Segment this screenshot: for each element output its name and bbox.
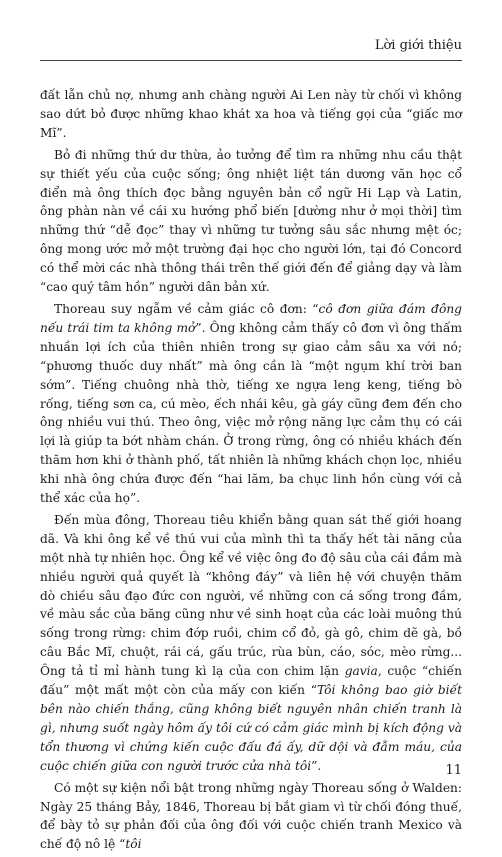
paragraph bbox=[40, 511, 462, 776]
text-run: Thoreau suy ngẫm về cảm giác cô đơn: “ bbox=[54, 301, 319, 316]
paragraph bbox=[40, 779, 462, 855]
text-run: Có một sự kiện nổi bật trong những ngày Thoreau sống ở Walden: Ngày 25 tháng Bảy, 1846, Thoreau bị bắt giam vì từ chối đóng thuế, để bày tỏ sự phản đối của ông đối với cuộc chiến tranh Mexico và chế độ nô lệ “ bbox=[40, 780, 462, 852]
italic-quote: cô đơn giữa đám đông nếu trái tim ta không mở bbox=[40, 301, 462, 335]
paragraph bbox=[40, 146, 462, 297]
italic-quote: tôi bbox=[125, 837, 142, 852]
running-head: Lời giới thiệu bbox=[374, 38, 462, 53]
header-rule bbox=[40, 60, 462, 61]
page-number: 11 bbox=[445, 763, 462, 778]
paragraph-continued bbox=[40, 86, 462, 143]
text-run: Đến mùa đông, Thoreau tiêu khiển bằng quan sát thế giới hoang dã. Và khi ông kể về thú vui của mình thì ta thấy hết tài năng của một nhà tự nhiên học. Ông kể về việc ông đo độ sâu của cái đầm mà nhiều người quả quyết là “không đáy” và liên hệ với chuyện thăm dò chiều sâu đạo đức con người, về những con cá sống trong đầm, về màu sắc của băng cũng như về sinh hoạt của các loài muông thú sống trong rừng: chim đớp ruồi, chim cổ đỏ, gà gô, chim dẽ gà, bồ câu Bắc Mĩ, chuột, rái cá, gấu trúc, rùa bùn, cáo, sóc, mèo rừng... Ông tả tỉ mỉ hành tung kì lạ của con chim lặn bbox=[40, 512, 462, 679]
paragraph bbox=[40, 300, 462, 508]
text-run: , cuộc “chiến đấu” một mất một còn của mấy con kiến “ bbox=[40, 664, 462, 698]
text-run: Bỏ đi những thứ dư thừa, ảo tưởng để tìm ra những nhu cầu thật sự thiết yếu của cuộc sống; ông nhiệt liệt tán dương văn học cổ điển mà ông thích đọc bằng nguyên bản cổ ngữ Hi Lạp và Latin, ông phàn nàn về cái xu hướng phổ biến [dường như ở mọi thời] tìm những thứ “dễ đọc” thay vì những tư tưởng sâu sắc nhưng mệt óc; ông mong ước mở một trường đại học cho người lớn, tại đó Concord có thể mời các nhà thông thái trên thế giới đến để giảng dạy và làm “cao quý tâm hồn” người dân bản xứ. bbox=[40, 147, 462, 295]
text-run: đất lẫn chủ nợ, nhưng anh chàng người Ai Len này từ chối vì không sao dứt bỏ được những khao khát xa hoa và tiếng gọi của “giấc mơ Mĩ”. bbox=[40, 88, 462, 140]
italic-term: gavia bbox=[344, 664, 378, 679]
page-body bbox=[40, 86, 462, 857]
text-run: ”. Ông không cảm thấy cô đơn vì ông thấm nhuần lợi ích của thiên nhiên trong sự giao cảm sâu xa với nó; “phương thuốc duy nhất” mà ông cần là “một ngụm khí trời ban sớm”. Tiếng chuông nhà thờ, tiếng xe ngựa leng keng, tiếng bò rống, tiếng sơn ca, cú mèo, ếch nhái kêu, gà gáy cũng đem đến cho ông nhiều vui thú. Theo ông, việc mở rộng năng lực cảm thụ có cái lợi là giúp ta bớt nhàm chán. Ở trong rừng, ông có nhiều khách đến thăm hơn khi ở thành phố, tất nhiên là những khách chọn lọc, nhiều khi nhà ông chứa được đến “hai lăm, ba chục linh hồn cùng với cả thể xác của họ”. bbox=[40, 320, 463, 506]
italic-quote: Tôi không bao giờ biết bên nào chiến thắng, cũng không biết nguyên nhân chiến tranh là gì, nhưng suốt ngày hôm ấy tôi cứ có cảm giác mình bị kích động và tổn thương vì chứng kiến cuộc đấu đá ấy, dữ dội và đẫm máu, của cuộc chiến giữa con người trước cửa nhà tôi bbox=[40, 683, 462, 773]
text-run: ”. bbox=[311, 758, 322, 773]
